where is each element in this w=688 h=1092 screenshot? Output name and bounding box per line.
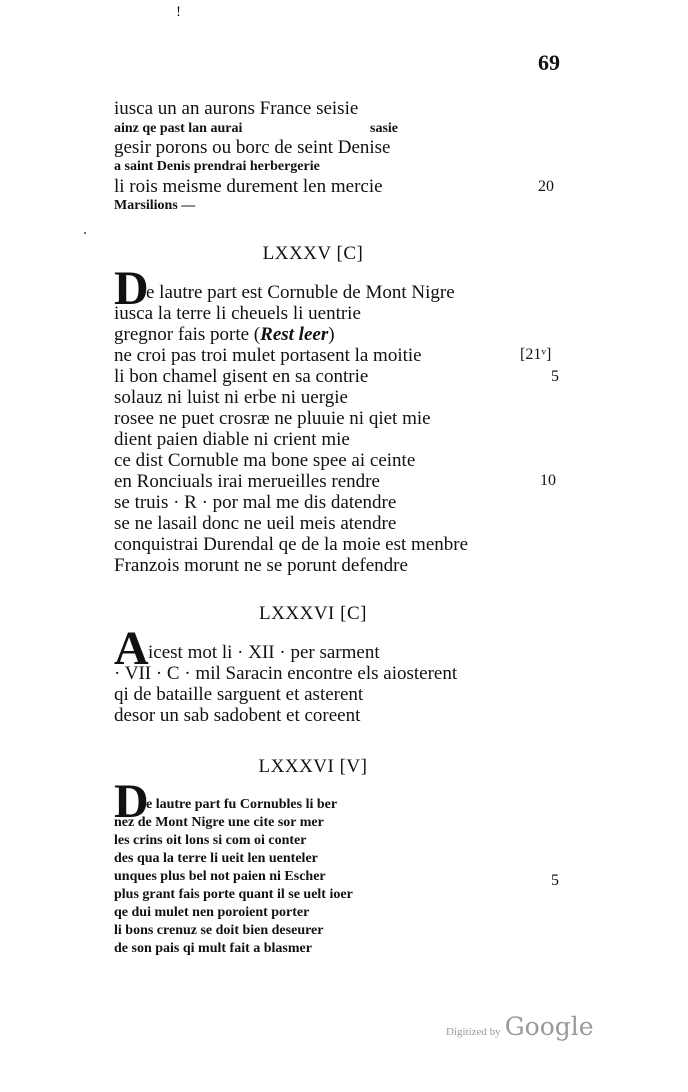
verse-line: desor un sab sadobent et coreent [114, 705, 361, 726]
verse-line: solauz ni luist ni erbe ni uergie [114, 387, 348, 408]
verse-line [114, 324, 335, 346]
verse-line: nez de Mont Nigre une cite sor mer [114, 815, 324, 830]
verse-line: Franzois morunt ne se porunt defendre [114, 555, 408, 576]
section-heading: LXXXV [C] [262, 243, 364, 264]
verse-line: se truis · R · por mal me dis datendre [114, 492, 397, 513]
verse-line: gesir porons ou borc de seint Denise [114, 137, 391, 158]
google-logo: Google [504, 1012, 594, 1041]
verse-line: e lautre part fu Cornubles li ber [146, 797, 338, 812]
verse-line: iusca un an aurons France seisie [114, 98, 359, 119]
verse-line: qi de bataille sarguent et asterent [114, 684, 364, 705]
verse-line: ainz qe past lan aurai [114, 121, 243, 136]
drop-cap: D [114, 775, 149, 828]
verse-line: rosee ne puet crosræ ne pluuie ni qiet mie [114, 408, 431, 429]
verse-line: Marsilions — [114, 198, 196, 213]
verse-line: dient paien diable ni crient mie [114, 429, 350, 450]
editorial-note: Rest leer [260, 324, 329, 345]
verse-line: sasie [370, 121, 398, 136]
verse-line: icest mot li · XII · per sarment [148, 642, 380, 663]
folio-marker: [21ᵛ] [520, 346, 552, 363]
verse-line: e lautre part est Cornuble de Mont Nigre [146, 282, 455, 303]
verse-line: conquistrai Durendal qe de la moie est menbre [114, 534, 469, 555]
section-heading: LXXXVI [C] [259, 603, 367, 624]
line-number: 5 [551, 872, 559, 889]
line-number: 10 [540, 472, 556, 489]
verse-line: ce dist Cornuble ma bone spee ai ceinte [114, 450, 416, 471]
verse-line: li bon chamel gisent en sa contrie [114, 366, 369, 387]
verse-line: plus grant fais porte quant il se uelt ioer [114, 887, 353, 902]
verse-line: li bons crenuz se doit bien deseurer [114, 923, 324, 938]
page-number: 69 [538, 50, 560, 75]
drop-cap: D [114, 262, 149, 315]
line-number: 5 [551, 368, 559, 385]
verse-line: · VII · C · mil Saracin encontre els aiosterent [114, 663, 458, 684]
verse-line: de son pais qi mult fait a blasmer [114, 941, 312, 956]
verse-line: ne croi pas troi mulet portasent la moitie [114, 345, 422, 366]
verse-line: iusca la terre li cheuels li uentrie [114, 303, 361, 324]
page-mark: ! [176, 4, 181, 20]
verse-line: se ne lasail donc ne ueil meis atendre [114, 513, 397, 534]
verse-line: a saint Denis prendrai herbergerie [114, 159, 320, 174]
section-heading: LXXXVI [V] [258, 756, 368, 777]
digitization-watermark [446, 1012, 594, 1041]
watermark-prefix: Digitized by [446, 1026, 501, 1038]
verse-line: qe dui mulet nen poroient porter [114, 905, 310, 920]
verse-text: gregnor fais porte ( [114, 324, 261, 345]
verse-line: unques plus bel not paien ni Escher [114, 869, 326, 884]
verse-text: ) [328, 324, 335, 345]
ink-speck [84, 232, 86, 234]
drop-cap: A [114, 622, 149, 675]
verse-line: les crins oit lons si com oi conter [114, 833, 307, 848]
verse-line: des qua la terre li ueit len uenteler [114, 851, 318, 866]
verse-line: en Ronciuals irai merueilles rendre [114, 471, 380, 492]
line-number: 20 [538, 178, 554, 195]
verse-line: li rois meisme durement len mercie [114, 176, 383, 197]
